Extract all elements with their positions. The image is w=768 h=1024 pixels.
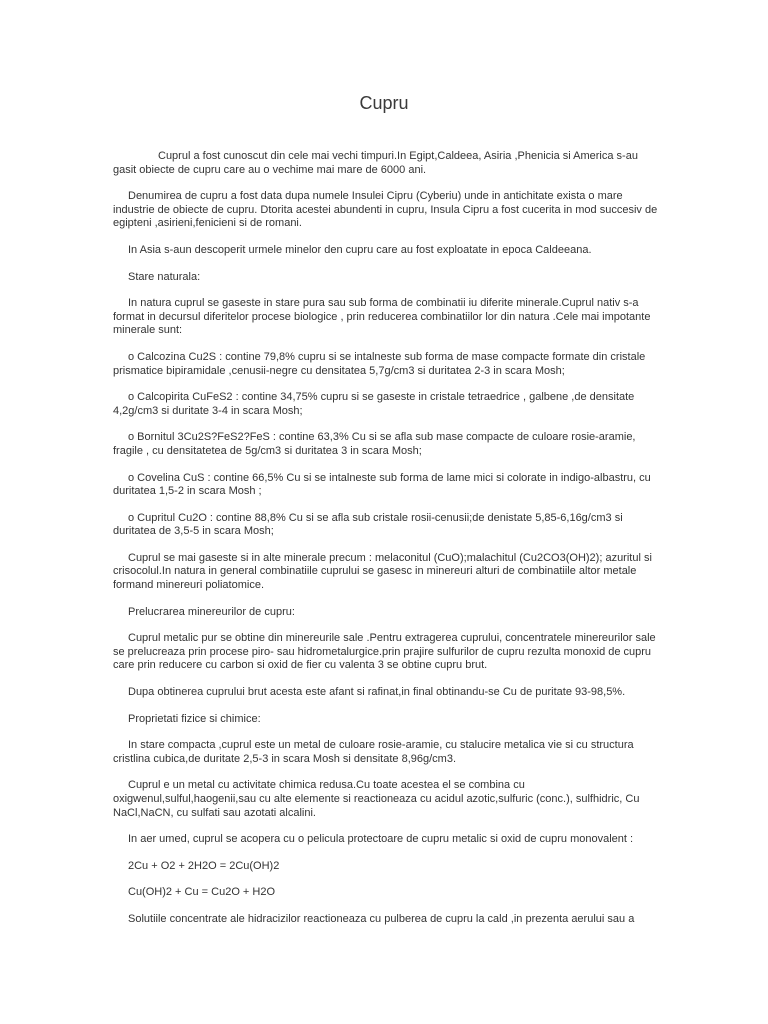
paragraph-natural-occurrence: In natura cuprul se gaseste in stare pura sau sub forma de combinatii iu diferite minerale.Cuprul nativ s-a format in decursul diferitelor procese biologice , prin reducerea combinatiilor lor din natura .Cele mai impotante minerale sunt: <box>113 297 651 337</box>
paragraph-intro: Cuprul a fost cunoscut din cele mai vechi timpuri.In Egipt,Caldeea, Asiria ,Phenicia si America s-au gasit obiecte de cupru care au o vechime mai mare de 6000 ani. <box>113 150 638 176</box>
list-item-cupritul: o Cupritul Cu2O : contine 88,8% Cu si se afla sub cristale rosii-cenusii;de denistate 5,85-6,16g/cm3 si duritatea de 3,5-5 in scara Mosh; <box>113 511 623 538</box>
list-item-bornitul: o Bornitul 3Cu2S?FeS2?FeS : contine 63,3% Cu si se afla sub mase compacte de culoare rosie-aramie, fragile , cu densitatetea de 5g/cm3 si duritatea 3 in scara Mosh; <box>113 431 636 457</box>
paragraph-name-origin: Denumirea de cupru a fost data dupa numele Insulei Cipru (Cyberiu) unde in antichitate exista o mare industrie de obiecte de cupru. Dtorita acestei abundenti in cupru, Insula Cipru a fost cucerita in mod succesiv de egipteni ,asirieni,fenicieni si de romani. <box>113 190 658 230</box>
section-heading-natural-state: Stare naturala: <box>128 270 201 283</box>
paragraph-other-minerals: Cuprul se mai gaseste si in alte minerale precum : melaconitul (CuO);malachitul (Cu2CO3(OH)2); azuritul si crisocolul.In natura in general combinatiile cuprului se gasesc in minereuri alturi de combinatiile altor metale formand minereuri poliatomice. <box>113 551 652 592</box>
equation-2: Cu(OH)2 + Cu = Cu2O + H2O <box>128 886 276 899</box>
paragraph-chemical-activity: Cuprul e un metal cu activitate chimica redusa.Cu toate acestea el se combina cu oxigwenul,sulful,haogenii,sau cu alte elemente si reactioneaza cu acidul azotic,sulfuric (conc.), sulfhidric, Cu NaCl,NaCN, cu sulfati sau azotati alcalini. <box>113 779 640 819</box>
section-heading-properties: Proprietati fizice si chimice: <box>128 712 261 725</box>
paragraph-extraction: Cuprul metalic pur se obtine din minereurile sale .Pentru extragerea cuprului, concentratele minereurilor sale se prelucreaza prin procese piro- sau hidrometalurgice.prin prajire sulfurilor de cupru rezulta monoxid de cupru care prin reducere cu carbon si oxid de fier cu valenta 3 se obtine cupru brut. <box>113 632 656 672</box>
section-heading-processing: Prelucrarea minereurilor de cupru: <box>128 605 295 618</box>
list-item-calcopirita: o Calcopirita CuFeS2 : contine 34,75% cupru si se gaseste in cristale tetraedrice , galbene ,de densitate 4,2g/cm3 si duritate 3-4 in scara Mosh; <box>113 391 635 417</box>
equation-1: 2Cu + O2 + 2H2O = 2Cu(OH)2 <box>128 859 280 872</box>
page-title: Cupru <box>359 93 409 113</box>
paragraph-refining: Dupa obtinerea cuprului brut acesta este afant si rafinat,in final obtinandu-se Cu de puritate 93-98,5%. <box>128 686 626 699</box>
list-item-calcozina: o Calcozina Cu2S : contine 79,8% cupru si se intalneste sub forma de mase compacte formate din cristale prismatice bipiramidale ,cenusii-negre cu densitatea 5,7g/cm3 si duritatea 2-3 in scara Mosh; <box>113 350 646 377</box>
paragraph-hydracids: Solutiile concentrate ale hidracizilor reactioneaza cu pulberea de cupru la cald ,in prezenta aerului sau a <box>128 912 635 925</box>
document-body <box>113 150 661 940</box>
paragraph-asia-mines: In Asia s-aun descoperit urmele minelor den cupru care au fost exploatate in epoca Caldeeana. <box>128 243 592 256</box>
paragraph-humid-air: In aer umed, cuprul se acopera cu o pelicula protectoare de cupru metalic si oxid de cupru monovalent : <box>128 833 634 846</box>
list-item-covelina: o Covelina CuS : contine 66,5% Cu si se intalneste sub forma de lame mici si colorate in indigo-albastru, cu duritatea 1,5-2 in scara Mosh ; <box>113 471 651 498</box>
paragraph-physical-properties: In stare compacta ,cuprul este un metal de culoare rosie-aramie, cu stalucire metalica vie si cu structura cristlina cubica,de duritate 2,5-3 in scara Mosh si densitate 8,96g/cm3. <box>113 739 634 765</box>
